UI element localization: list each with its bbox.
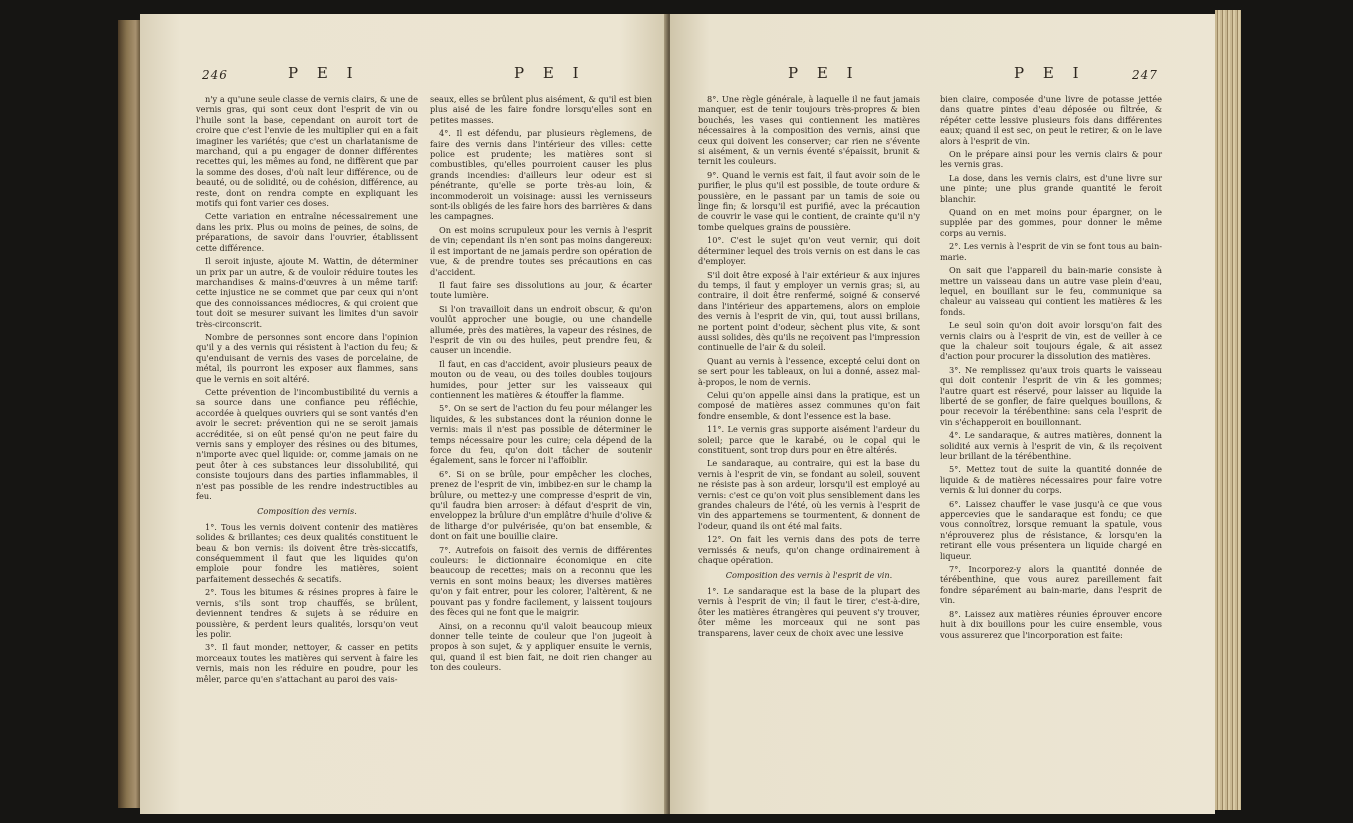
right-page-edges [1215,10,1241,810]
paragraph: 1°. Tous les vernis doivent contenir des matières solides & brillantes; ces deux qualités constituent le beau & bon vernis: ils doivent être très-siccatifs, conséquemment il faut que les liquides qu'on emploie pour fondre les matières, soient parfaitement dessechés & secatifs. [196,521,418,584]
paragraph: 2°. Tous les bitumes & résines propres à faire le vernis, s'ils sont trop chauffés, se brûlent, deviennent tendres & sujets à se réduire en poussière, & perdent leurs qualités, lorsqu'on veut les polir. [196,587,418,639]
right-col1-after-paragraphs [698,586,920,638]
right-col2-paragraphs [940,94,1162,640]
paragraph: 5°. Mettez tout de suite la quantité donnée de liquide & de matières nécessaires pour faire votre vernis & lui donner du corps. [940,464,1162,496]
paragraph: 8°. Une règle générale, à laquelle il ne faut jamais manquer, est de tenir toujours très-propres & bien bouchés, les vases qui contiennent les matières nécessaires à la composition des vernis, ainsi que ceux qui doivent les conserver; car rien ne s'évente si aisément, & un vernis éventé s'épaissit, brunit & ternit les couleurs. [698,94,920,167]
left-col1-paragraphs [196,94,418,501]
paragraph: Quand on en met moins pour épargner, on le supplée par des gommes, pour donner le même corps au vernis. [940,207,1162,238]
paragraph: S'il doit être exposé à l'air extérieur & aux injures du temps, il faut y employer un vernis gras; si, au contraire, il doit être renfermé, soigné & conservé dans l'intérieur des appartemens, alors on emploie des vernis à l'esprit de vin, qui, tout aussi brillans, ne portent point d'odeur, sèchent plus vite, & sont aussi solides, dès qu'ils ne reçoivent pas l'impression continuelle de l'air & du soleil. [698,269,920,353]
paragraph: n'y a qu'une seule classe de vernis clairs, & une de vernis gras, qui sont ceux dont l'esprit de vin ou l'huile sont la base, cependant on auroit tort de croire que c'est l'envie de les multiplier qui en a fait imaginer les variétés; que c'est un charlatanisme de marchand, qui a pu engager de donner différentes recettes qui, les mêmes au fond, ne diffèrent que par la somme des doses, d'où naît leur différence, ou de beauté, ou de solidité, ou de cohésion, différence, au reste, dont on rendra compte en expliquant les motifs qui font varier ces doses. [196,94,418,209]
right-section-heading: Composition des vernis à l'esprit de vin. [725,570,893,581]
paragraph: Quant au vernis à l'essence, excepté celui dont on se sert pour les tableaux, on lui a donné, assez mal-à-propos, le nom de vernis. [698,355,920,387]
paragraph: Le sandaraque, au contraire, qui est la base du vernis à l'esprit de vin, se fondant au soleil, souvent ne résiste pas à son ardeur, lorsqu'il est employé au vernis: c'est ce qu'on voit plus sensiblement dans les grandes chaleurs de l'été, où les vernis à l'esprit de vin des appartemens se tourmentent, & donnent de l'odeur, quand ils ont été mal faits. [698,458,920,531]
right-head-title-b: P E I [1014,64,1086,82]
paragraph: Il seroit injuste, ajoute M. Wattin, de déterminer un prix par un autre, & de vouloir réduire toutes les marchandises & mains-d'œuvres à un même tarif: cette injustice ne se commet que par ceux qui n'ont que des connoissances médiocres, & qui croient que tout doit se mesurer suivant les limites d'un savoir très-circonscrit. [196,256,418,329]
left-running-head [140,64,668,86]
paragraph: seaux, elles se brûlent plus aisément, & qu'il est bien plus aisé de les faire fondre lorsqu'elles sont en petites masses. [430,94,652,125]
paragraph: Il faut, en cas d'accident, avoir plusieurs peaux de mouton ou de veau, ou des toiles doubles toujours humides, pour jetter sur les vaisseaux qui contiennent les matières & étouffer la flamme. [430,358,652,400]
paragraph: 8°. Laissez aux matières réunies éprouver encore huit à dix bouillons pour les cuire ensemble, vous vous assurerez que l'incorporation est faite: [940,608,1162,640]
left-page-number: 246 [202,68,228,82]
left-section-heading: Composition des vernis. [257,506,357,517]
right-running-head [670,64,1215,86]
right-head-title-a: P E I [788,64,860,82]
left-col2-paragraphs [430,94,652,673]
paragraph: On le prépare ainsi pour les vernis clairs & pour les vernis gras. [940,149,1162,170]
paragraph: Nombre de personnes sont encore dans l'opinion qu'il y a des vernis qui résistent à l'action du feu; & qu'enduisant de vernis des vases de porcelaine, de métal, ils pourront les exposer aux flammes, sans que le vernis en soit altéré. [196,331,418,384]
paragraph: 10°. C'est le sujet qu'on veut vernir, qui doit déterminer lequel des trois vernis on est dans le cas d'employer. [698,235,920,267]
paragraph: 4°. Le sandaraque, & autres matières, donnent la solidité aux vernis à l'esprit de vin, & ils reçoivent leur brillant de la térébenthine. [940,430,1162,461]
paragraph: 3°. Ne remplissez qu'aux trois quarts le vaisseau qui doit contenir l'esprit de vin & les gommes; l'autre quart est réservé, pour laisser au liquide la liberté de se gonfler, de faire quelques bouillons, & pour recevoir la térébenthine: sans cela l'esprit de vin s'échapperoit en bouillonnant. [940,364,1162,427]
paragraph: 7°. Autrefois on faisoit des vernis de différentes couleurs: le dictionnaire économique en cite beaucoup de recettes; mais on a reconnu que les vernis en sont moins beaux; les diverses matières qu'on y fait entrer, pour les colorer, l'altèrent, & ne pouvant pas y fondre facilement, y laissent toujours des fèces qui ne font que le maigrir. [430,544,652,618]
paragraph: 6°. Si on se brûle, pour empêcher les cloches, prenez de l'esprit de vin, imbibez-en sur le champ la brûlure, ou mettez-y une compresse d'esprit de vin, qu'il faudra bien arroser: à défaut d'esprit de vin, enveloppez la brûlure d'un emplâtre d'huile d'olive & de litharge d'or pulvérisée, qu'on bat ensemble, & dont on fait une bouillie claire. [430,468,652,542]
left-col1-after-paragraphs [196,522,418,684]
left-page-column-1 [196,94,418,687]
paragraph: 3°. Il faut monder, nettoyer, & casser en petits morceaux toutes les matières qui servent à faire les vernis, mais non les réduire en poudre, pour les mêler, parce qu'en s'attachant au paroi des vais- [196,642,418,684]
right-page-column-1 [698,94,920,641]
paragraph: Cette prévention de l'incombustibilité du vernis a sa source dans une confiance peu réfléchie, accordée à quelques ouvriers qui se sont vantés d'en avoir le secret: prévention qui ne se seroit jamais accréditée, si on eût pensé qu'on ne peut faire du vernis sans y employer des résines ou des bitumes, n'importe avec quel liquide: or, comme jamais on ne peut ôter à ces substances leur dissolubilité, qui consiste toujours dans des parties inflammables, il n'est pas possible de les rendre indestructibles au feu. [196,386,418,502]
paragraph: On sait que l'appareil du bain-marie consiste à mettre un vaisseau dans un autre vase plein d'eau, lequel, en bouillant sur le feu, communique sa chaleur au vaisseau qui contient les matières & les fonds. [940,265,1162,317]
right-page-column-2 [940,94,1162,643]
paragraph: Il faut faire ses dissolutions au jour, & écarter toute lumière. [430,279,652,301]
left-head-title-a: P E I [288,64,360,82]
right-page [670,14,1215,814]
paragraph: Celui qu'on appelle ainsi dans la pratique, est un composé de matières assez communes qu'on fait fondre ensemble, & dont l'essence est la base. [698,389,920,421]
paragraph: 7°. Incorporez-y alors la quantité donnée de térébenthine, que vous aurez pareillement fait fondre séparément au bain-marie, dans l'esprit de vin. [940,564,1162,606]
paragraph: On est moins scrupuleux pour les vernis à l'esprit de vin; cependant ils n'en sont pas moins dangereux: il est important de ne jamais perdre son opération de vue, & de prendre toutes ses précautions en cas d'accident. [430,224,652,277]
paragraph: 2°. Les vernis à l'esprit de vin se font tous au bain-marie. [940,241,1162,262]
paragraph: 9°. Quand le vernis est fait, il faut avoir soin de le purifier, le plus qu'il est possible, de toute ordure & poussière, en le passant par un tamis de soie ou linge fin; & lorsqu'il est purifié, avec la précaution de couvrir le vase qui le contient, de crainte qu'il n'y tombe quelques grains de poussière. [698,169,920,232]
right-page-number: 247 [1132,68,1158,82]
paragraph: 1°. Le sandaraque est la base de la plupart des vernis à l'esprit de vin; il faut le tirer, c'est-à-dire, ôter les matières étrangères qui peuvent s'y trouver, ôter même les morceaux qui ne sont pas transparens, laver ceux de choix avec une lessive [698,585,920,638]
left-head-title-b: P E I [514,64,586,82]
paragraph: La dose, dans les vernis clairs, est d'une livre sur une pinte; une plus grande quantité le feroit blanchir. [940,172,1162,204]
paragraph: 12°. On fait les vernis dans des pots de terre vernissés & neufs, qu'on change ordinairement à chaque opération. [698,534,920,566]
paragraph: 6°. Laissez chauffer le vase jusqu'à ce que vous appercevies que le sandaraque est fondu; ce que vous connoîtrez, lorsque remuant la spatule, vous n'éprouverez plus de résistance, & lorsqu'en la retirant elle vous présentera un liquide chargé en liqueur. [940,498,1162,561]
paragraph: 5°. On se sert de l'action du feu pour mélanger les liquides, & les substances dont la réunion donne le vernis: mais il n'est pas possible de déterminer le temps nécessaire pour les cuire; cela dépend de la force du feu, qu'on doit tâcher de soutenir également, sans le forcer ni l'affoiblir. [430,403,652,466]
paragraph: bien claire, composée d'une livre de potasse jettée dans quatre pintes d'eau déposée ou filtrée, & répéter cette lessive plusieurs fois dans différentes eaux; quand il est sec, on peut le retirer, & on le lave alors à l'esprit de vin. [940,94,1162,146]
left-page-column-2 [430,94,652,676]
left-page-edges [118,20,140,808]
paragraph: 11°. Le vernis gras supporte aisément l'ardeur du soleil; parce que le karabé, ou le copal qui le constituent, sont trop durs pour en être altérés. [698,424,920,455]
paragraph: 4°. Il est défendu, par plusieurs règlemens, de faire des vernis dans l'intérieur des villes: cette police est prudente; les matières sont si combustibles, qu'elles pourroient causer les plus grands incendies: d'ailleurs leur odeur est si pénétrante, qu'elle se porte très-au loin, & incommoderoit un voisinage: aussi les vernisseurs sont-ils obligés de les faire hors des barrières & dans les campagnes. [430,128,652,222]
right-col1-paragraphs [698,94,920,565]
paragraph: Ainsi, on a reconnu qu'il valoit beaucoup mieux donner telle teinte de couleur que l'on jugeoit à propos à son sujet, & y appliquer ensuite le vernis, qui, quand il est bien fait, ne doit rien changer au ton des couleurs. [430,620,652,673]
paragraph: Cette variation en entraîne nécessairement une dans les prix. Plus ou moins de peines, de soins, de préparations, de savoir dans l'ouvrier, établissent cette différence. [196,211,418,253]
paragraph: Si l'on travailloit dans un endroit obscur, & qu'on voulût approcher une bougie, ou une chandelle allumée, près des matières, la vapeur des résines, de l'esprit de vin ou des huiles, peut prendre feu, & causer un incendie. [430,303,652,356]
left-page [140,14,668,814]
paragraph: Le seul soin qu'on doit avoir lorsqu'on fait des vernis clairs ou à l'esprit de vin, est de veiller à ce que la chaleur soit toujours égale, & ait assez d'action pour procurer la dissolution des matières. [940,320,1162,362]
